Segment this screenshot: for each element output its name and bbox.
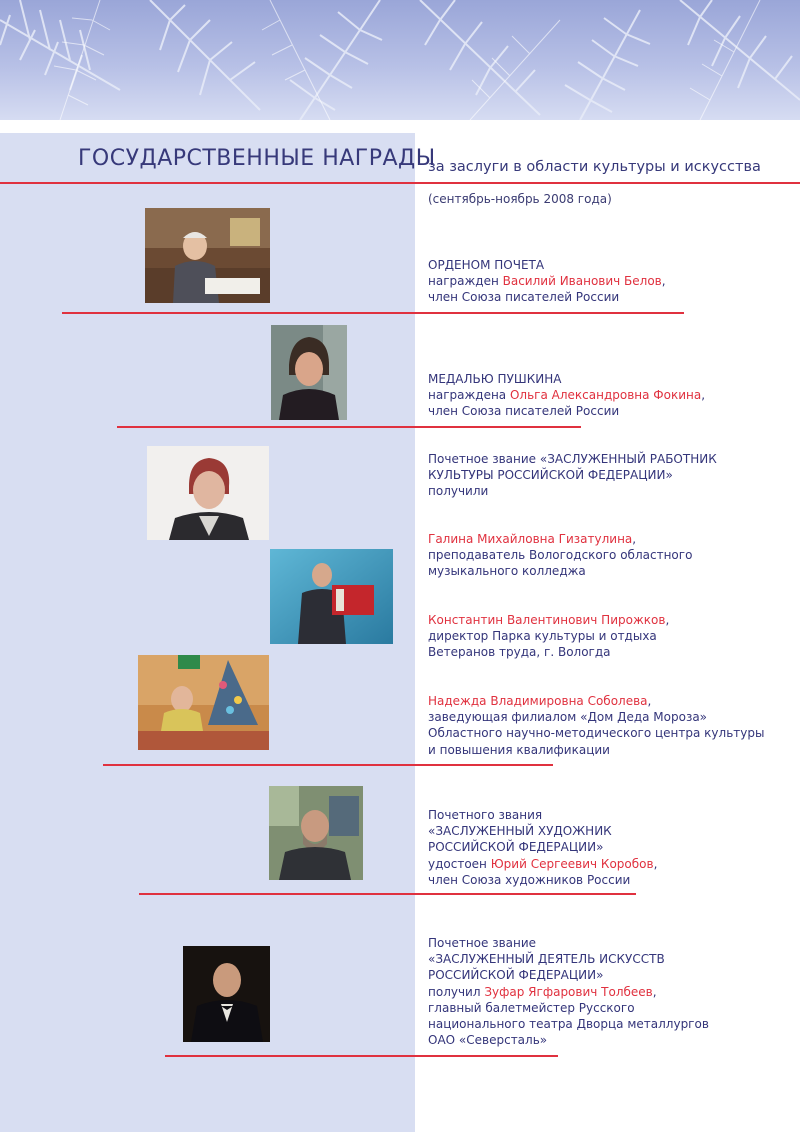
recipient-name: Надежда Владимировна Соболева <box>428 694 648 708</box>
recipient-role: ОАО «Северсталь» <box>428 1033 548 1048</box>
award-pirozhkov <box>428 612 669 661</box>
award-soboleva <box>428 693 764 758</box>
recipient-role: Областного научно-методического центра культуры <box>428 726 765 741</box>
title-line: Почетного звания <box>428 808 543 822</box>
awarded-verb: удостоен <box>428 856 491 871</box>
award-korobov <box>428 807 657 888</box>
punctuation: , <box>632 532 637 546</box>
punctuation: , <box>652 984 657 999</box>
title-divider <box>0 182 800 184</box>
title-line: РОССИЙСКОЙ ФЕДЕРАЦИИ» <box>428 968 604 983</box>
period-note: (сентябрь-ноябрь 2008 года) <box>428 192 612 206</box>
recipient-role: преподаватель Вологодского областного <box>428 548 693 563</box>
title-line: РОССИЙСКОЙ ФЕДЕРАЦИИ» <box>428 840 604 855</box>
page-subtitle: за заслуги в области культуры и искусства <box>428 159 761 175</box>
recipient-role: заведующая филиалом «Дом Деда Мороза» <box>428 710 708 725</box>
section-divider <box>117 426 581 428</box>
awarded-verb: награждена <box>428 388 510 403</box>
fir-branches-image <box>0 0 800 120</box>
award-tolbeev-line <box>428 984 709 1000</box>
punctuation: , <box>665 613 670 627</box>
punctuation: , <box>653 856 658 871</box>
recipient-role: музыкального колледжа <box>428 564 586 579</box>
photo-fokina <box>271 325 347 420</box>
section-divider <box>139 893 636 895</box>
title-line: Почетное звание «ЗАСЛУЖЕННЫЙ РАБОТНИК <box>428 452 717 466</box>
title-line: «ЗАСЛУЖЕННЫЙ ДЕЯТЕЛЬ ИСКУССТВ <box>428 952 665 967</box>
title-line: «ЗАСЛУЖЕННЫЙ ХУДОЖНИК <box>428 824 612 839</box>
award-belov-role: член Союза писателей России <box>428 290 620 305</box>
section-divider <box>103 764 553 766</box>
header-banner <box>0 0 800 120</box>
awarded-verb: получил <box>428 984 485 999</box>
award-culture-title <box>428 451 717 500</box>
recipient-name: Ольга Александровна Фокина <box>509 388 702 403</box>
title-line: Почетное звание <box>428 936 537 950</box>
title-line: получили <box>428 484 489 499</box>
recipient-name: Константин Валентинович Пирожков <box>428 613 666 627</box>
recipient-role: Ветеранов труда, г. Вологда <box>428 645 611 660</box>
photo-tolbeev <box>183 946 270 1042</box>
section-divider <box>62 312 684 314</box>
award-fokina-role: член Союза писателей России <box>428 404 620 419</box>
awarded-verb: награжден <box>428 274 503 289</box>
title-line: КУЛЬТУРЫ РОССИЙСКОЙ ФЕДЕРАЦИИ» <box>428 468 673 483</box>
recipient-name: Василий Иванович Белов <box>502 274 662 289</box>
photo-korobov <box>269 786 363 880</box>
award-belov-type: ОРДЕНОМ ПОЧЕТА <box>428 258 545 272</box>
recipient-role: и повышения квалификации <box>428 742 610 757</box>
award-gizatulina <box>428 531 692 580</box>
photo-belov <box>145 208 270 303</box>
award-fokina-type: МЕДАЛЬЮ ПУШКИНА <box>428 372 562 386</box>
recipient-name: Зуфар Ягфарович Толбеев <box>484 984 653 999</box>
recipient-role: главный балетмейстер Русского <box>428 1000 635 1015</box>
award-belov <box>428 257 666 306</box>
award-belov-line <box>428 273 666 289</box>
photo-soboleva <box>138 655 269 750</box>
photo-pirozhkov <box>270 549 393 644</box>
award-soboleva-line <box>428 693 764 709</box>
punctuation: , <box>701 388 706 403</box>
section-divider <box>165 1055 558 1057</box>
punctuation: , <box>647 694 652 708</box>
award-fokina-line <box>428 387 705 403</box>
punctuation: , <box>661 274 666 289</box>
award-korobov-line <box>428 856 657 872</box>
page-title: ГОСУДАРСТВЕННЫЕ НАГРАДЫ <box>78 146 436 171</box>
award-tolbeev <box>428 935 709 1048</box>
recipient-name: Галина Михайловна Гизатулина <box>428 532 633 546</box>
recipient-role: член Союза художников России <box>428 872 631 887</box>
recipient-role: национального театра Дворца металлургов <box>428 1017 709 1032</box>
award-fokina <box>428 371 705 420</box>
recipient-name: Юрий Сергеевич Коробов <box>490 856 654 871</box>
award-gizatulina-line <box>428 531 692 547</box>
award-pirozhkov-line <box>428 612 669 628</box>
recipient-role: директор Парка культуры и отдыха <box>428 629 657 644</box>
photo-gizatulina <box>147 446 269 540</box>
